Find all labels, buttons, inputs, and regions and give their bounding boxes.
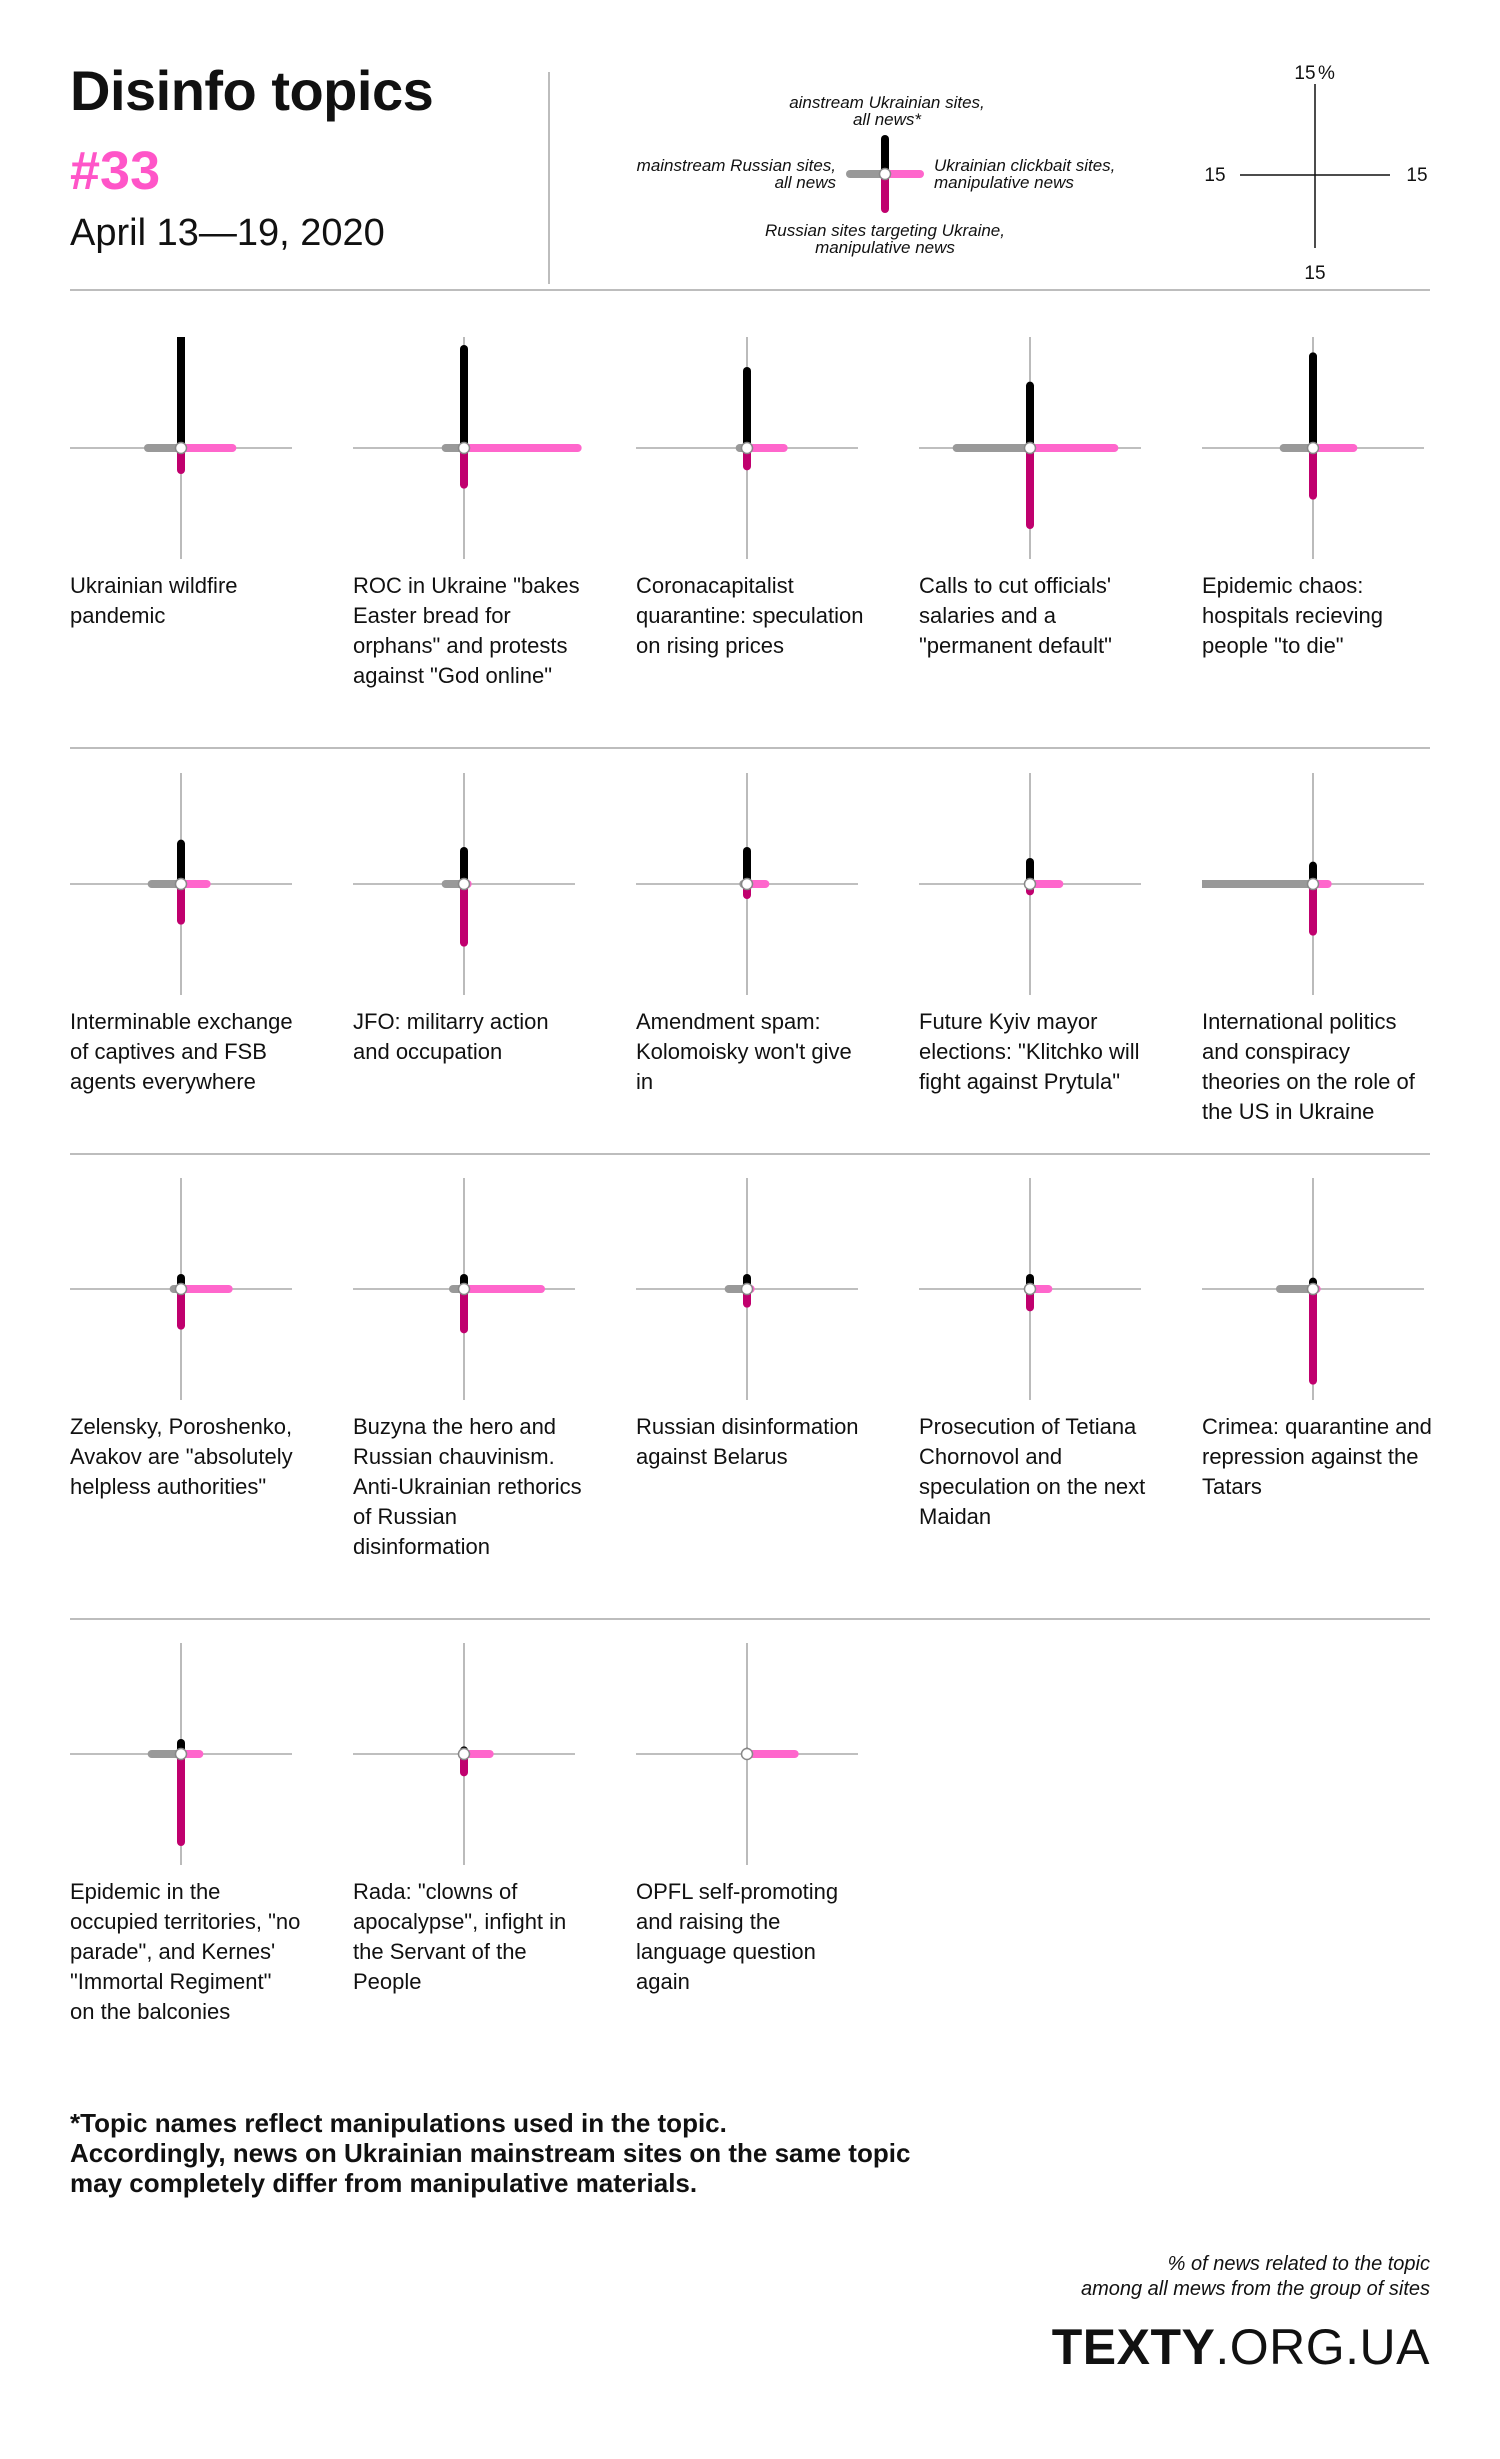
footnote-line3: may completely differ from manipulative materials. bbox=[70, 2168, 698, 2198]
topic-label: Amendment spam: Kolomoisky won't give in bbox=[636, 1009, 852, 1094]
scale-top-unit: % bbox=[1318, 63, 1335, 84]
topic-label: Buzyna the hero and Russian chauvinism. Anti-Ukrainian rethorics of Russian disinformation bbox=[353, 1414, 582, 1559]
footnote-line1: *Topic names reflect manipulations used in the topic. bbox=[70, 2108, 727, 2138]
legend-left-line2: all news bbox=[774, 173, 836, 192]
topic-chart bbox=[1202, 337, 1442, 658]
topic-label: Zelensky, Poroshenko, Avakov are "absolutely helpless authorities" bbox=[70, 1414, 293, 1499]
cross-chart bbox=[353, 773, 593, 1013]
center-dot bbox=[1308, 1284, 1319, 1295]
topic-label: International politics and conspiracy theories on the role of the US in Ukraine bbox=[1202, 1009, 1415, 1124]
topic-chart bbox=[636, 337, 876, 658]
legend-left-line1: mainstream Russian sites, bbox=[636, 156, 836, 175]
footnote-line2: Accordingly, news on Ukrainian mainstream sites on the same topic bbox=[70, 2138, 911, 2168]
topic-chart bbox=[353, 1643, 593, 1994]
topic-label: Ukrainian wildfire pandemic bbox=[70, 573, 238, 628]
center-dot bbox=[1025, 1284, 1036, 1295]
topic-label: Coronacapitalist quarantine: speculation on rising prices bbox=[636, 573, 864, 658]
topic-label: JFO: militarry action and occupation bbox=[353, 1009, 549, 1064]
cross-chart bbox=[919, 337, 1159, 577]
topic-label: Epidemic in the occupied territories, "no parade", and Kernes' "Immortal Regiment" on the balconies bbox=[70, 1879, 301, 2024]
legend-bottom-line1: Russian sites targeting Ukraine, bbox=[764, 221, 1006, 240]
cross-chart bbox=[636, 337, 876, 577]
center-dot bbox=[1308, 879, 1319, 890]
center-dot bbox=[459, 1284, 470, 1295]
cross-chart bbox=[1202, 337, 1442, 577]
topic-label: Prosecution of Tetiana Chornovol and speculation on the next Maidan bbox=[919, 1414, 1146, 1529]
topic-label: Future Kyiv mayor elections: "Klitchko will fight against Prytula" bbox=[919, 1009, 1140, 1094]
scale-bottom-label: 15 bbox=[1304, 263, 1326, 284]
topic-chart bbox=[1202, 773, 1442, 1124]
topic-label: ROC in Ukraine "bakes Easter bread for orphans" and protests against "God online" bbox=[353, 573, 580, 688]
center-dot bbox=[742, 1284, 753, 1295]
topic-chart bbox=[636, 1643, 876, 1994]
legend-right-line1: Ukrainian clickbait sites, bbox=[934, 156, 1116, 175]
legend-top-line2: all news* bbox=[852, 110, 922, 129]
topic-chart bbox=[353, 337, 593, 688]
scale-left-label: 15 bbox=[1204, 165, 1226, 186]
center-dot bbox=[459, 1749, 470, 1760]
cross-chart bbox=[70, 773, 310, 1013]
center-dot bbox=[1025, 443, 1036, 454]
scale-top-label: 15 bbox=[1294, 63, 1316, 84]
legend-bottom-line2: manipulative news bbox=[815, 238, 955, 257]
scale-right-label: 15 bbox=[1406, 165, 1428, 186]
cross-chart bbox=[353, 1643, 593, 1883]
cross-chart bbox=[636, 773, 876, 1013]
topic-chart bbox=[919, 337, 1159, 658]
topic-chart bbox=[1202, 1178, 1442, 1499]
cross-chart bbox=[636, 1178, 876, 1418]
center-dot bbox=[1025, 879, 1036, 890]
brand-rest: .ORG.UA bbox=[1215, 2319, 1430, 2375]
issue-number: #33 bbox=[70, 141, 161, 201]
center-dot bbox=[742, 879, 753, 890]
topic-chart bbox=[636, 773, 876, 1094]
topic-chart bbox=[70, 1643, 310, 2024]
center-dot bbox=[742, 443, 753, 454]
topic-label: Rada: "clowns of apocalypse", infight in the Servant of the People bbox=[353, 1879, 567, 1994]
legend-right-line2: manipulative news bbox=[934, 173, 1074, 192]
topic-chart bbox=[919, 773, 1159, 1094]
page-title: Disinfo topics bbox=[70, 59, 434, 122]
cross-chart bbox=[353, 1178, 593, 1418]
topic-label: Epidemic chaos: hospitals recieving people "to die" bbox=[1202, 573, 1383, 658]
topic-chart bbox=[70, 1178, 310, 1499]
cross-chart bbox=[1202, 773, 1442, 1013]
brand-logo bbox=[1052, 2318, 1430, 2376]
scale-explanation bbox=[1081, 2252, 1430, 2302]
topic-label: Calls to cut officials' salaries and a "permanent default" bbox=[919, 573, 1112, 658]
footnote bbox=[70, 2108, 1070, 2198]
topic-label: Crimea: quarantine and repression against the Tatars bbox=[1202, 1414, 1432, 1499]
explain-line2: among all mews from the group of sites bbox=[1080, 2278, 1430, 2300]
center-dot bbox=[1308, 443, 1319, 454]
cross-chart bbox=[636, 1643, 876, 1883]
center-dot bbox=[742, 1749, 753, 1760]
center-dot bbox=[176, 443, 187, 454]
cross-chart bbox=[919, 1178, 1159, 1418]
topic-chart bbox=[353, 1178, 593, 1559]
cross-chart bbox=[919, 773, 1159, 1013]
topic-chart bbox=[70, 773, 310, 1094]
center-dot bbox=[459, 879, 470, 890]
center-dot bbox=[176, 879, 187, 890]
topic-chart bbox=[70, 337, 310, 628]
cross-chart bbox=[1202, 1178, 1442, 1418]
date-range: April 13—19, 2020 bbox=[70, 212, 385, 254]
legend-top-line1: ainstream Ukrainian sites, bbox=[789, 93, 985, 112]
center-dot bbox=[459, 443, 470, 454]
topic-chart bbox=[636, 1178, 876, 1469]
cross-chart bbox=[353, 337, 593, 577]
topic-chart bbox=[919, 1178, 1159, 1529]
topic-label: Interminable exchange of captives and FSB agents everywhere bbox=[70, 1009, 293, 1094]
center-dot bbox=[176, 1749, 187, 1760]
cross-chart bbox=[70, 1178, 310, 1418]
cross-chart bbox=[70, 337, 310, 577]
center-dot bbox=[176, 1284, 187, 1295]
explain-line1: % of news related to the topic bbox=[1167, 2253, 1430, 2275]
cross-chart bbox=[70, 1643, 310, 1883]
topic-label: Russian disinformation against Belarus bbox=[636, 1414, 859, 1469]
topic-chart bbox=[353, 773, 593, 1064]
topic-label: OPFL self-promoting and raising the language question again bbox=[636, 1879, 839, 1994]
brand-bold: TEXTY bbox=[1051, 2319, 1216, 2375]
